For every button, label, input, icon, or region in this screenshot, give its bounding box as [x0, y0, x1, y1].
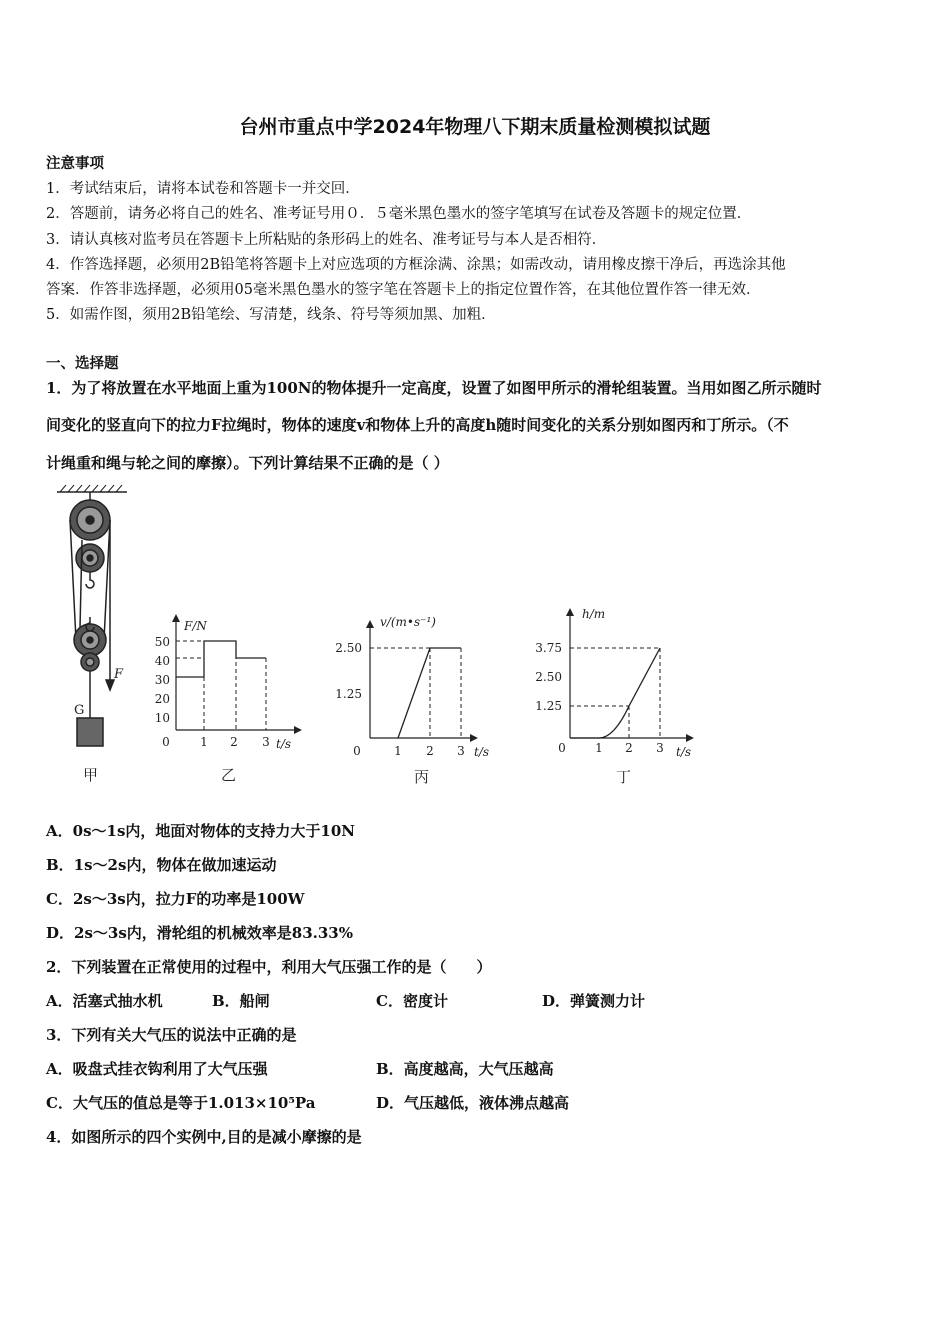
ytick: 50 — [154, 635, 170, 649]
height-series-curve — [570, 648, 660, 738]
q2-option-b: B．船闸 — [212, 992, 270, 1010]
weight-label: G — [74, 703, 85, 718]
xtick: 3 — [656, 741, 664, 755]
axis-label: v/(m•s⁻¹) — [380, 615, 436, 629]
q1-option-c: C．2s～3s内，拉力F的功率是100W — [46, 890, 305, 908]
notice-heading: 注意事项 — [46, 155, 104, 172]
q3-option-b: B．高度越高，大气压越高 — [376, 1060, 554, 1078]
q3-option-a: A．吸盘式挂衣钩利用了大气压强 — [46, 1060, 268, 1078]
axis-label: h/m — [582, 607, 606, 621]
axis-label: F/N — [184, 619, 207, 633]
section-heading: 一、选择题 — [46, 355, 119, 372]
notice-item: 答案．作答非选择题，必须用05毫米黑色墨水的签字笔在答题卡上的指定位置作答，在其他位置作答一律无效． — [46, 282, 761, 298]
force-label: F — [114, 667, 124, 682]
q1-option-b: B．1s～2s内，物体在做加速运动 — [46, 856, 277, 874]
ytick: 3.75 — [535, 641, 562, 655]
q1-stem-line: 计绳重和绳与轮之间的摩擦）。下列计算结果不正确的是（ ） — [46, 454, 449, 472]
xtick: 1 — [595, 741, 603, 755]
q1-stem-line: 间变化的竖直向下的拉力F拉绳时，物体的速度v和物体上升的高度h随时间变化的关系分别如图丙和丁所示。（不 — [46, 416, 789, 434]
notice-item: 2．答题前，请务必将自己的姓名、准考证号用０．５毫米黑色墨水的签字笔填写在试卷及答题卡的规定位置． — [46, 206, 752, 222]
q2-option-a: A．活塞式抽水机 — [46, 992, 163, 1010]
xtick: 1 — [394, 744, 402, 758]
q3-option-d: D．气压越低，液体沸点越高 — [376, 1094, 570, 1112]
q1-figure — [0, 480, 950, 800]
chart-bing — [335, 615, 489, 759]
yi-label: 乙 — [221, 766, 237, 784]
jia-label: 甲 — [83, 766, 99, 784]
q1-option-a: A．0s～1s内，地面对物体的支持力大于10N — [46, 822, 355, 840]
q2-option-d: D．弹簧测力计 — [542, 992, 646, 1010]
notice-item: 5．如需作图，须用2B铅笔绘、写清楚，线条、符号等须加黑、加粗． — [46, 307, 496, 323]
q3-option-c: C．大气压的值总是等于1.013×10⁵Pa — [46, 1094, 316, 1112]
chart-yi — [155, 614, 302, 751]
ytick: 40 — [154, 654, 170, 668]
ytick-label — [155, 635, 170, 725]
ytick: 2.50 — [335, 641, 362, 655]
q4-stem: 4．如图所示的四个实例中,目的是减小摩擦的是 — [46, 1128, 362, 1146]
force-series-line — [176, 641, 266, 677]
axis-label: t/s — [474, 745, 490, 759]
xtick: 1 — [200, 735, 208, 749]
notice-item: 1．考试结束后，请将本试卷和答题卡一并交回． — [46, 181, 360, 197]
q1-option-d: D．2s～3s内，滑轮组的机械效率是83.33% — [46, 924, 353, 942]
xtick: 0 — [353, 744, 361, 758]
q3-stem: 3．下列有关大气压的说法中正确的是 — [46, 1026, 297, 1044]
ytick: 2.50 — [535, 670, 562, 684]
ytick: 10 — [154, 711, 170, 725]
q1-stem-line: 1．为了将放置在水平地面上重为100N的物体提升一定高度，设置了如图甲所示的滑轮组装置。当用如图乙所示随时 — [46, 379, 822, 397]
xtick: 2 — [426, 744, 434, 758]
bing-label: 丙 — [414, 768, 430, 786]
q2-stem: 2．下列装置在正常使用的过程中，利用大气压强工作的是（ ） — [46, 958, 492, 976]
ytick: 1.25 — [535, 699, 562, 713]
chart-ding — [535, 607, 694, 759]
notice-item: 4．作答选择题，必须用2B铅笔将答题卡上对应选项的方框涂满、涂黑；如需改动，请用橡皮擦干净后，再选涂其他 — [46, 257, 786, 273]
xtick: 3 — [457, 744, 465, 758]
xtick: 3 — [262, 735, 270, 749]
xtick: 0 — [162, 735, 170, 749]
ytick: 30 — [154, 673, 170, 687]
ytick: 1.25 — [335, 687, 362, 701]
axis-label: t/s — [676, 745, 692, 759]
axis-label: t/s — [276, 737, 292, 751]
page-title: 台州市重点中学2024年物理八下期末质量检测模拟试题 — [239, 116, 711, 138]
xtick: 2 — [625, 741, 633, 755]
q2-option-c: C．密度计 — [376, 992, 448, 1010]
pulley-diagram — [57, 485, 127, 746]
xtick: 2 — [230, 735, 238, 749]
notice-item: 3．请认真核对监考员在答题卡上所粘贴的条形码上的姓名、准考证号与本人是否相符． — [46, 232, 607, 248]
ding-label: 丁 — [616, 768, 632, 786]
ytick: 20 — [154, 692, 170, 706]
xtick: 0 — [558, 741, 566, 755]
